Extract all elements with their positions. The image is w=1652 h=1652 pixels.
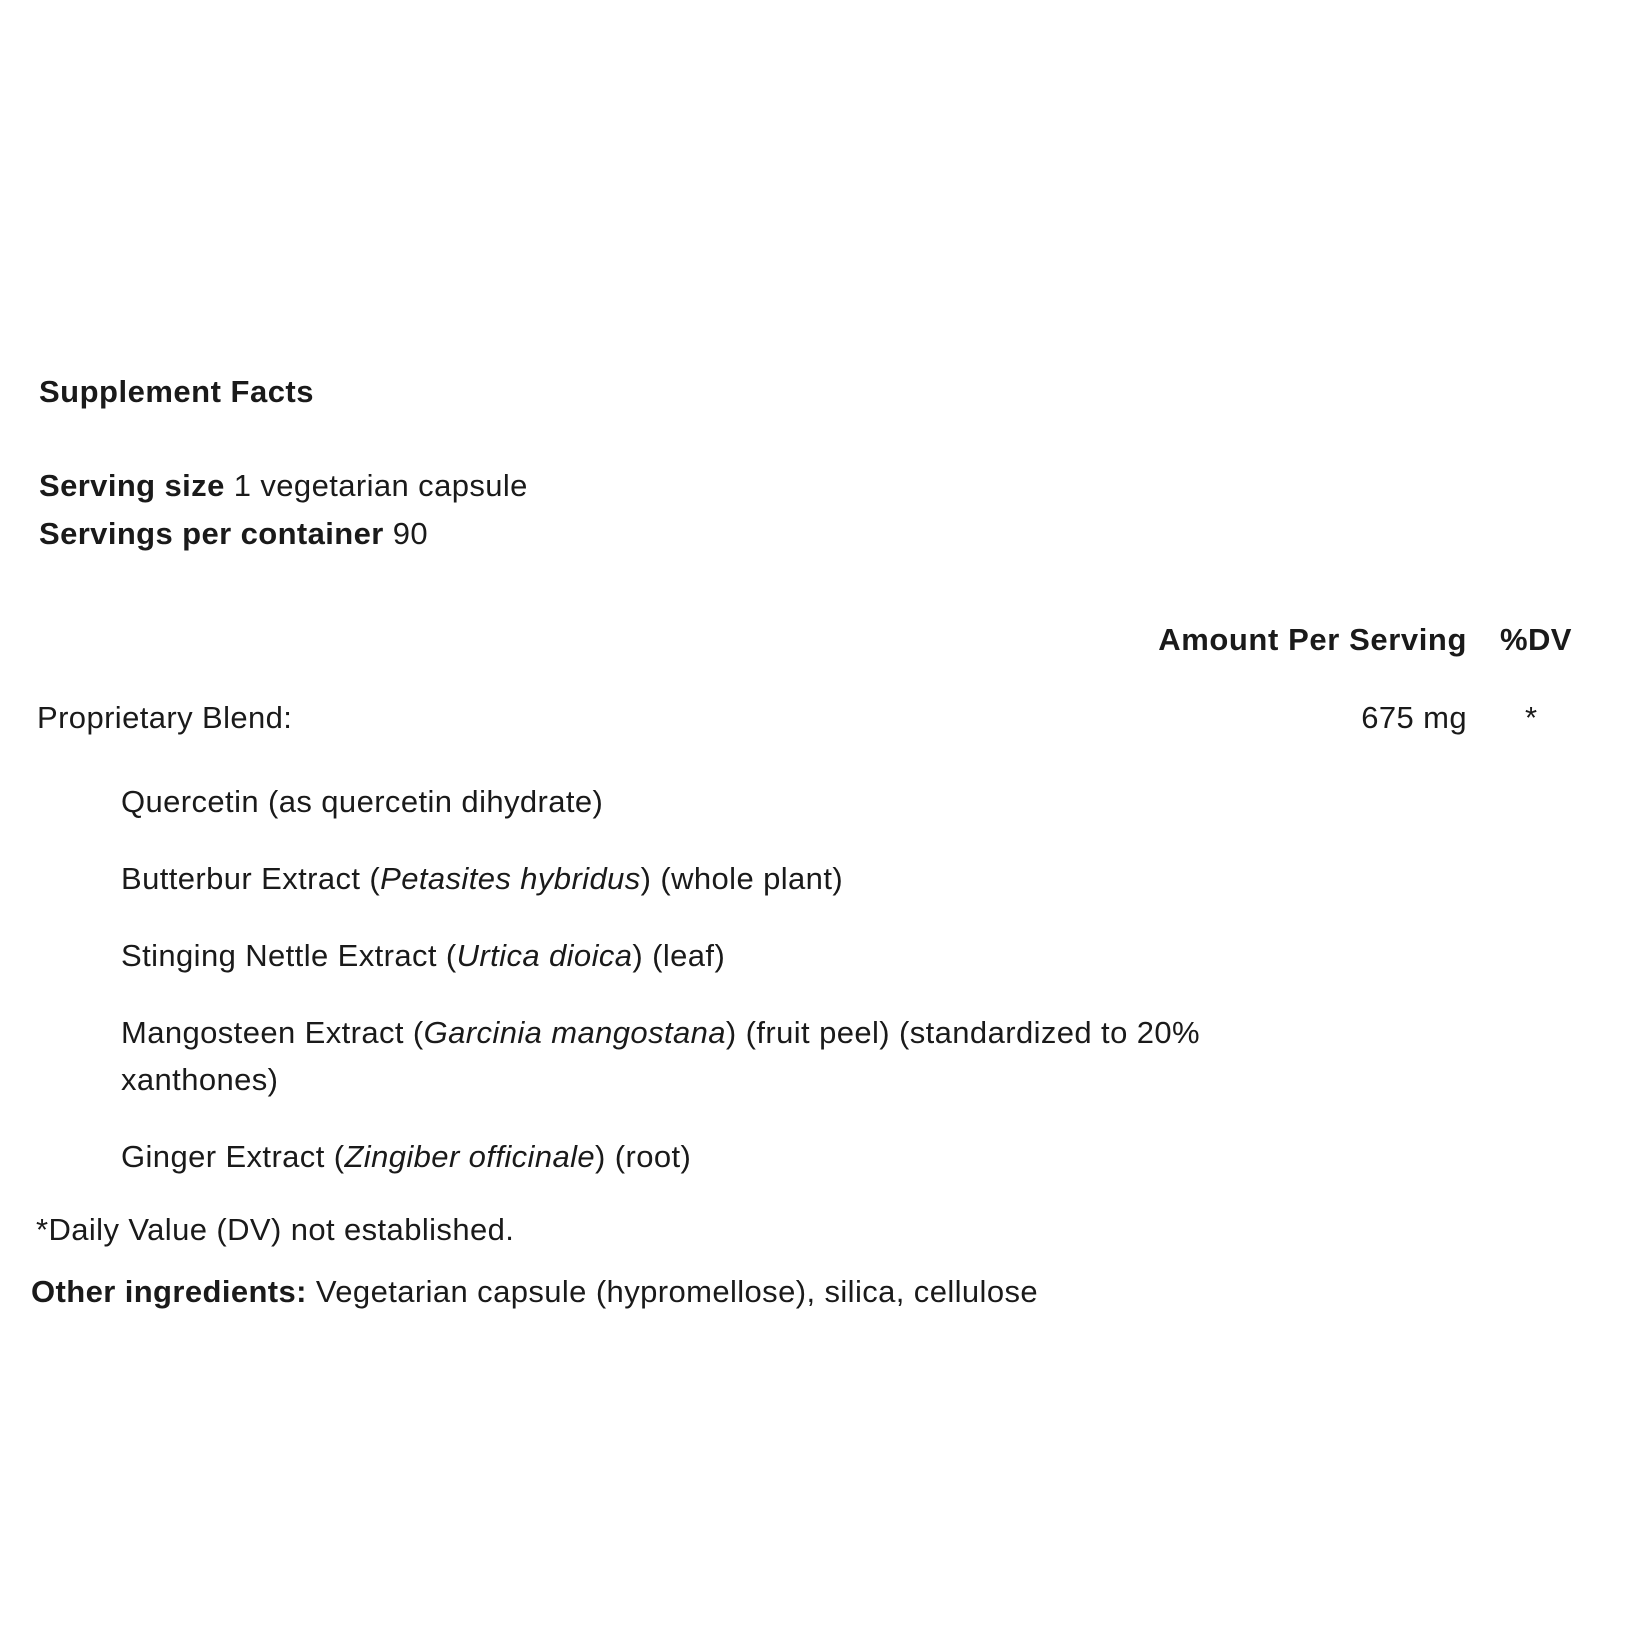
ingredient-item: Mangosteen Extract (Garcinia mangostana) (fruit peel) (standardized to 20% xanthones) xyxy=(121,1015,1200,1097)
ingredient-item: Ginger Extract (Zingiber officinale) (root) xyxy=(121,1139,692,1174)
servings-per-container-value: 90 xyxy=(392,516,429,551)
servings-per-container xyxy=(39,516,428,552)
servings-per-container-label: Servings per container xyxy=(39,516,384,551)
amount-per-serving-header: Amount Per Serving xyxy=(1158,622,1467,657)
ingredient-item: Butterbur Extract (Petasites hybridus) (whole plant) xyxy=(121,861,844,896)
ingredient-item: Quercetin (as quercetin dihydrate) xyxy=(121,784,604,819)
ingredient-item: Stinging Nettle Extract (Urtica dioica) (leaf) xyxy=(121,938,726,973)
serving-size xyxy=(39,468,528,504)
other-ingredients xyxy=(31,1274,1038,1310)
other-ingredients-value: Vegetarian capsule (hypromellose), silica, cellulose xyxy=(315,1274,1039,1309)
proprietary-blend-label: Proprietary Blend: xyxy=(37,700,293,735)
proprietary-blend-amount: 675 mg xyxy=(1361,700,1467,735)
serving-size-label: Serving size xyxy=(39,468,225,503)
ingredient-list xyxy=(121,778,1291,1210)
daily-value-footnote: *Daily Value (DV) not established. xyxy=(36,1212,515,1247)
other-ingredients-label: Other ingredients: xyxy=(31,1274,307,1309)
daily-value-header: %DV xyxy=(1500,622,1572,657)
serving-size-value: 1 vegetarian capsule xyxy=(233,468,528,503)
supplement-facts-title: Supplement Facts xyxy=(39,374,314,409)
proprietary-blend-dv: * xyxy=(1525,700,1538,735)
